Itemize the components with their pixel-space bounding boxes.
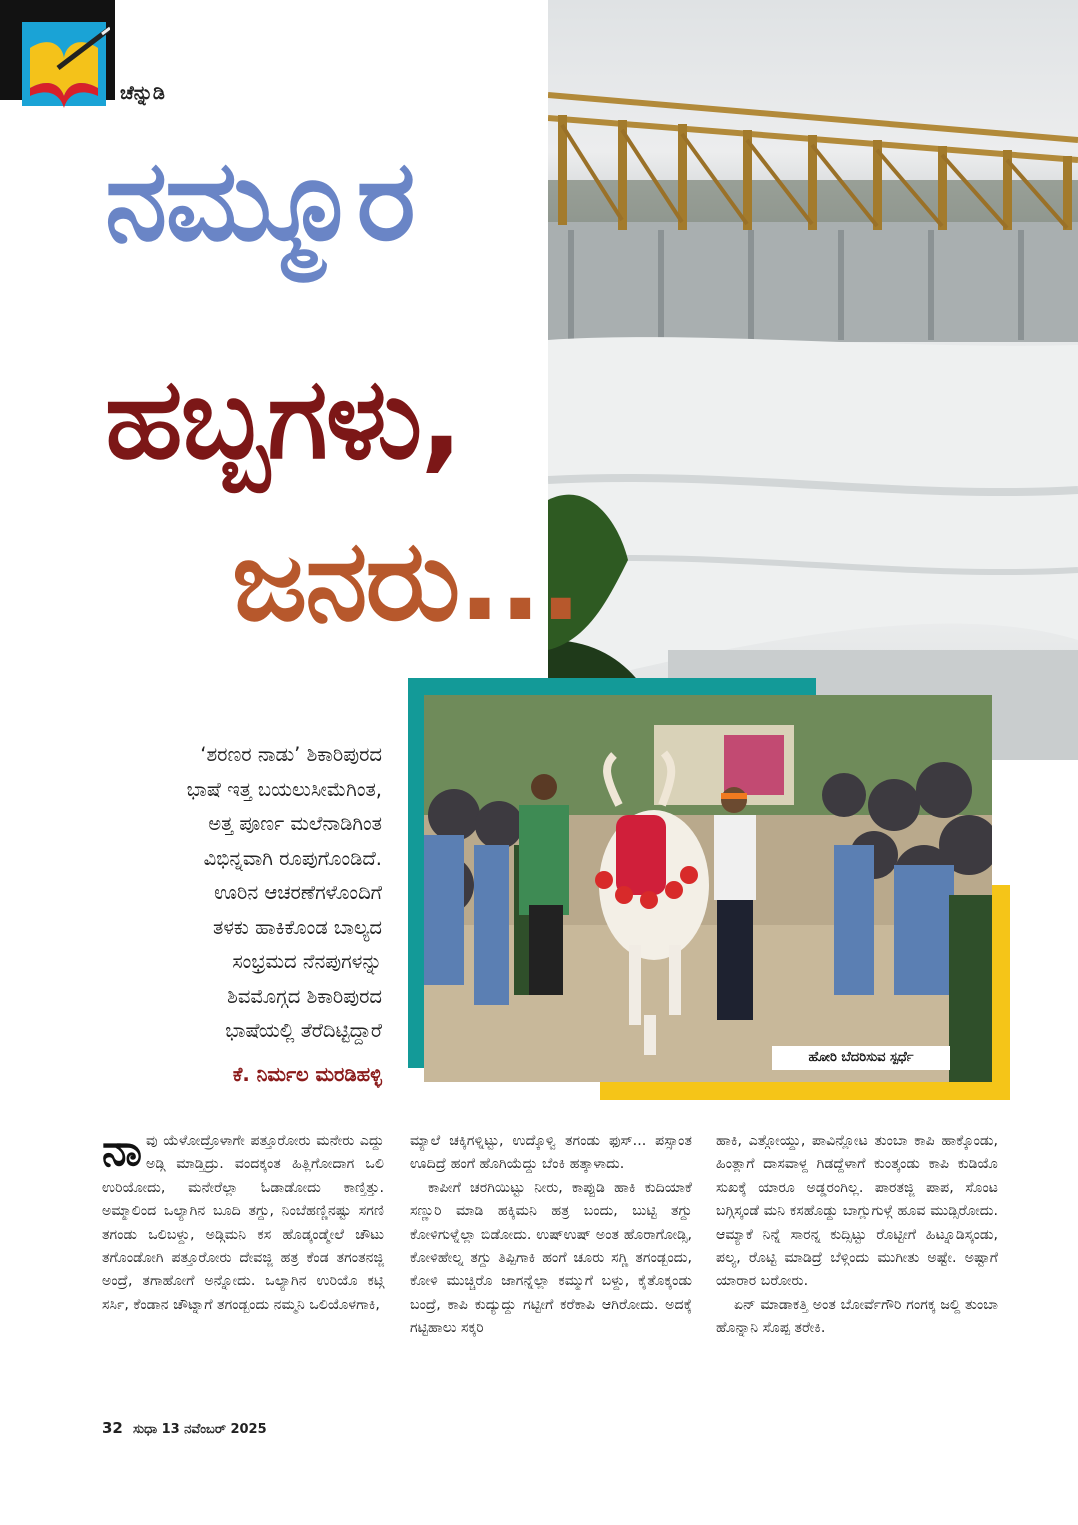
intro-line: ‘ಶರಣರ ನಾಡು’ ಶಿಕಾರಿಪುರದ <box>200 743 382 766</box>
headline-line-3: ಜನರು... <box>232 516 581 646</box>
paragraph: ಹಾಕಿ, ಎತ್ಗೋಯ್ದು, ಪಾವಿನ್ಲೋಟ ತುಂಬಾ ಕಾಪಿ ಹಾಕ್ಕೊಂಡು, ಹಿಂತ್ಲಾಗೆ ದಾಸವಾಳ್ದ ಗಿಡದ್ದೆಳಾಗೆ ಕುಂತ್ಕಂಡು ಕಾಪಿ ಕುಡಿಯೊ ಸುಖಕ್ಕೆ ಯಾರೂ ಅಡ್ಡರಂಗಿಲ್ಲ. ಪಾರತಜ್ಜಿ ಪಾಪ, ಸೊಂಟ ಬಗ್ಗಿಸ್ಕಂಡೆ ಮನಿ ಕಸಹೊಡ್ದು ಬಾಗ್ಲುಗುಳ್ಗೆ ಹೂವ ಮುಡ್ಸಿರೋದು. ಆಮ್ಯಾಕೆ ನಿನ್ನೆ ಸಾರನ್ನ ಕುದ್ಸಿಟ್ಟು ರೊಟ್ಟೀಗೆ ಹಿಟ್ನೂಡಿಸ್ಕಂಡು, ಪಲ್ಯ, ರೊಟ್ಟಿ ಮಾಡಿದ್ರೆ ಬೆಳ್ಗಿಂದು ಮುಗೀತು ಅಷ್ಟೇ. ಅಷ್ಟಾಗೆ ಯಾರಾರ ಬರೋರು. <box>716 1133 998 1290</box>
open-book-pen-logo <box>18 18 110 110</box>
paragraph: ಕಾಪೀಗೆ ಚರಗಿಯಿಟ್ಟು ನೀರು, ಕಾಪ್ಪುಡಿ ಹಾಕಿ ಕುದಿಯಾಕೆ ಸಣ್ಣುರಿ ಮಾಡಿ ಹಕ್ಕಿಮನಿ ಹತ್ರ ಬಂದು, ಬುಟ್ಟಿ ತಗ್ದು ಕೋಳಿಗುಳ್ನೆಲ್ಲಾ ಬಿಡೋದು. ಉಷ್‌ಉಷ್ ಅಂತ ಹೊರಾಗೋಡ್ಸಿ, ಕೋಳಿಹೇಲ್ನ ತಗ್ದು ತಿಪ್ಪಿಗಾಕಿ ಹಂಗೆ ಚೂರು ಸಗ್ಣಿ ತಗಂಡ್ಬಂದು, ಕೋಳಿ ಮುಚ್ಚಿರೊ ಜಾಗನ್ನೆಲ್ಲಾ ಕಮ್ಮುಗೆ ಬಳ್ದು, ಕೈತೊಕ್ಕಂಡು ಬಂದ್ರೆ, ಕಾಪಿ ಕುದ್ಯುದ್ದು ಗಟ್ಟೀಗೆ ಕರೆಕಾಪಿ ಆಗಿರೋದು. ಅದಕ್ಕೆ ಗಟ್ಟಿಹಾಲು ಸಕ್ಕರಿ <box>410 1179 692 1337</box>
yellow-frame-accent-vertical <box>992 885 1010 1100</box>
intro-line: ಭಾಷೆ ಇತ್ತ ಬಯಲುಸೀಮೆಗಿಂತ, <box>186 777 382 801</box>
article-column-2 <box>410 1130 692 1341</box>
drop-cap: ನಾ <box>102 1125 142 1176</box>
intro-line: ವಿಭಿನ್ನವಾಗಿ ರೂಪುಗೊಂಡಿದೆ. <box>203 846 382 870</box>
yellow-frame-accent <box>600 1082 1010 1100</box>
intro-line: ತಳಕು ಹಾಕಿಕೊಂಡ ಬಾಲ್ಯದ <box>212 915 382 939</box>
article-column-3 <box>716 1130 998 1341</box>
bull-race-photo <box>424 695 992 1082</box>
headline-line-1: ನಮ್ಮೂರ <box>105 136 414 266</box>
headline-line-2: ಹಬ್ಬಗಳು, <box>105 354 461 484</box>
publication-dateline: ಸುಧಾ 13 ನವೆಂಬರ್ 2025 <box>133 1422 267 1437</box>
page-number: 32 <box>102 1419 123 1437</box>
intro-line: ಅತ್ತ ಪೂರ್ಣ ಮಲೆನಾಡಿಗಿಂತ <box>208 812 382 835</box>
teal-frame-accent <box>408 678 816 696</box>
photo-caption: ಹೋರಿ ಬೆದರಿಸುವ ಸ್ಪರ್ಧೆ <box>772 1046 950 1070</box>
article-column-1 <box>102 1125 384 1317</box>
dam-spillway-photo <box>548 0 1078 760</box>
paragraph: ವು ಯೆಳೋದ್ರೊಳಾಗೇ ಪತ್ತೂರೋರು ಮನೇರು ಎದ್ದು ಅಡ್ಗಿ ಮಾಡ್ತಿದ್ರು. ವಂದಕ್ಕಂತ ಹಿತ್ಲಿಗೋದಾಗ ಒಲಿ ಉರಿಯೋದು, ಮನೇರೆಲ್ಲಾ ಓಡಾಡೋದು ಕಾಣ್ತಿತ್ತು. ಅಮ್ಮಾಲಿಂದ ಒಲ್ಯಾಗಿನ ಬೂದಿ ತಗ್ದು, ನಿಂಬೆಹಣ್ಣಿನಷ್ಟು ಸಗಣಿ ತಗಂಡು ಒಲಿಬಳ್ದು, ಅಡ್ಗಿಮನಿ ಕಸ ಹೊಡ್ಕಂಡ್ಮೇಲೆ ಚೌಟು ತಗೊಂಡೋಗಿ ಪತ್ತೂರೋರು ದೇವಜ್ಜಿ ಹತ್ರ ಕೆಂಡ ತಗಂತನಜ್ಜಿ ಅಂದ್ರೆ, ತಗಾಹೋಗೆ ಅನ್ನೋದು. ಒಲ್ಯಾಗಿನ ಉರಿಯೊ ಕಟ್ಗಿ ಸರ್ಸಿ, ಕೆಂಡಾನ ಚೌಟ್ನಾಗೆ ತಗಂಡ್ಬಂದು ನಮ್ಮನಿ ಒಲಿಯೊಳಗಾಕಿ, <box>102 1133 384 1313</box>
intro-line: ಸಂಭ್ರಮದ ನೆನಪುಗಳನ್ನು <box>232 950 382 973</box>
intro-blurb <box>100 738 382 1049</box>
section-label: ಚೆನ್ನುಡಿ <box>120 82 165 104</box>
intro-line: ಶಿವಮೊಗ್ಗದ ಶಿಕಾರಿಪುರದ <box>227 984 382 1008</box>
intro-line: ಊರಿನ ಆಚರಣೆಗಳೊಂದಿಗೆ <box>214 881 382 904</box>
author-name: ಕೆ. ನಿರ್ಮಲ ಮರಡಿಹಳ್ಳಿ <box>232 1063 382 1086</box>
paragraph: ಮ್ಯಾಲೆ ಚಕ್ಕಿಗಳ್ನಿಟ್ಟು, ಉದ್ಕೊಳ್ವಿ ತಗಂಡು ಫುಸ್... ಪಸ್ಸಾಂತ ಊದಿದ್ರೆ ಹಂಗೆ ಹೊಗಿಯೆದ್ದು ಬೆಂಕಿ ಹತ್ಕಾಳಾದು. <box>410 1133 692 1173</box>
paragraph: ಏನ್ ಮಾಡಾಕತ್ತಿ ಅಂತ ಬೋರ್ವೆಗೌರಿ ಗಂಗಕ್ಕ ಜಲ್ದಿ ತುಂಬಾ ಹೊನ್ನಾನಿ ಸೊಪ್ಪ ತರೇಕಿ. <box>716 1296 998 1337</box>
intro-line: ಭಾಷೆಯಲ್ಲಿ ತೆರೆದಿಟ್ಟಿದ್ದಾರೆ <box>225 1019 382 1042</box>
page-footer <box>102 1419 267 1437</box>
